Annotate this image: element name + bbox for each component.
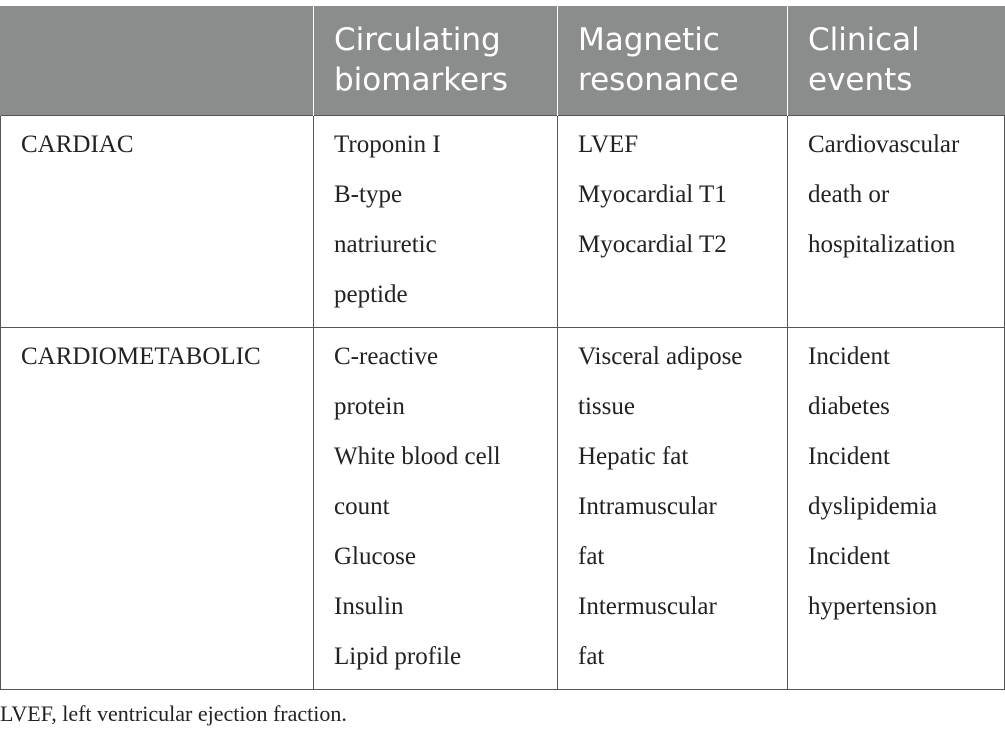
- cell-line: Myocardial T2: [578, 230, 727, 258]
- cell-biomarkers: [314, 115, 558, 327]
- cell-line: Hepatic fat: [578, 442, 689, 470]
- row-label-text: CARDIOMETABOLIC: [21, 342, 261, 370]
- cell-line: Intermuscular: [578, 592, 717, 620]
- cell-events: [788, 115, 1005, 327]
- cell-line: Cardiovascular: [808, 130, 960, 158]
- row-label-text: CARDIAC: [21, 130, 134, 158]
- cell-line: death or: [808, 180, 890, 208]
- header-line: Circulating: [334, 22, 501, 58]
- header-line: resonance: [578, 62, 739, 98]
- header-circulating-biomarkers: [314, 6, 558, 115]
- cell-line: protein: [334, 392, 405, 420]
- cell-line: LVEF: [578, 130, 639, 158]
- cell-biomarkers: [314, 327, 558, 689]
- cell-line: dyslipidemia: [808, 492, 938, 520]
- cell-line: Insulin: [334, 592, 404, 620]
- cell-line: Glucose: [334, 542, 416, 570]
- cell-line: count: [334, 492, 390, 520]
- cell-line: Myocardial T1: [578, 180, 727, 208]
- header-line: Magnetic: [578, 22, 720, 58]
- cell-events: [788, 327, 1005, 689]
- cell-line: White blood cell: [334, 442, 501, 470]
- data-table: [0, 6, 1005, 690]
- cell-line: peptide: [334, 280, 408, 308]
- header-empty: [1, 6, 314, 115]
- header-line: biomarkers: [334, 62, 509, 98]
- table-row-cardiometabolic: [1, 327, 1005, 689]
- cell-line: Incident: [808, 342, 890, 370]
- cell-line: Troponin I: [334, 130, 441, 158]
- table-row-cardiac: [1, 115, 1005, 327]
- cell-mri: [558, 115, 788, 327]
- cell-line: Lipid profile: [334, 642, 462, 670]
- header-clinical-events: [788, 6, 1005, 115]
- cell-line: hospitalization: [808, 230, 956, 258]
- cell-line: tissue: [578, 392, 635, 420]
- cell-line: Incident: [808, 542, 890, 570]
- cell-line: natriuretic: [334, 230, 437, 258]
- row-label: [1, 327, 314, 689]
- cell-line: diabetes: [808, 392, 890, 420]
- cell-line: B-type: [334, 180, 403, 208]
- cell-line: Visceral adipose: [578, 342, 743, 370]
- cell-line: C-reactive: [334, 342, 439, 370]
- row-label: [1, 115, 314, 327]
- header-magnetic-resonance: [558, 6, 788, 115]
- cell-line: Intramuscular: [578, 492, 717, 520]
- cell-line: Incident: [808, 442, 890, 470]
- cell-mri: [558, 327, 788, 689]
- cell-line: fat: [578, 542, 605, 570]
- header-row: [1, 6, 1005, 115]
- header-line: Clinical: [808, 22, 920, 58]
- table-footnote: LVEF, left ventricular ejection fraction.: [0, 701, 347, 726]
- cell-line: fat: [578, 642, 605, 670]
- header-line: events: [808, 62, 913, 98]
- cell-line: hypertension: [808, 592, 938, 620]
